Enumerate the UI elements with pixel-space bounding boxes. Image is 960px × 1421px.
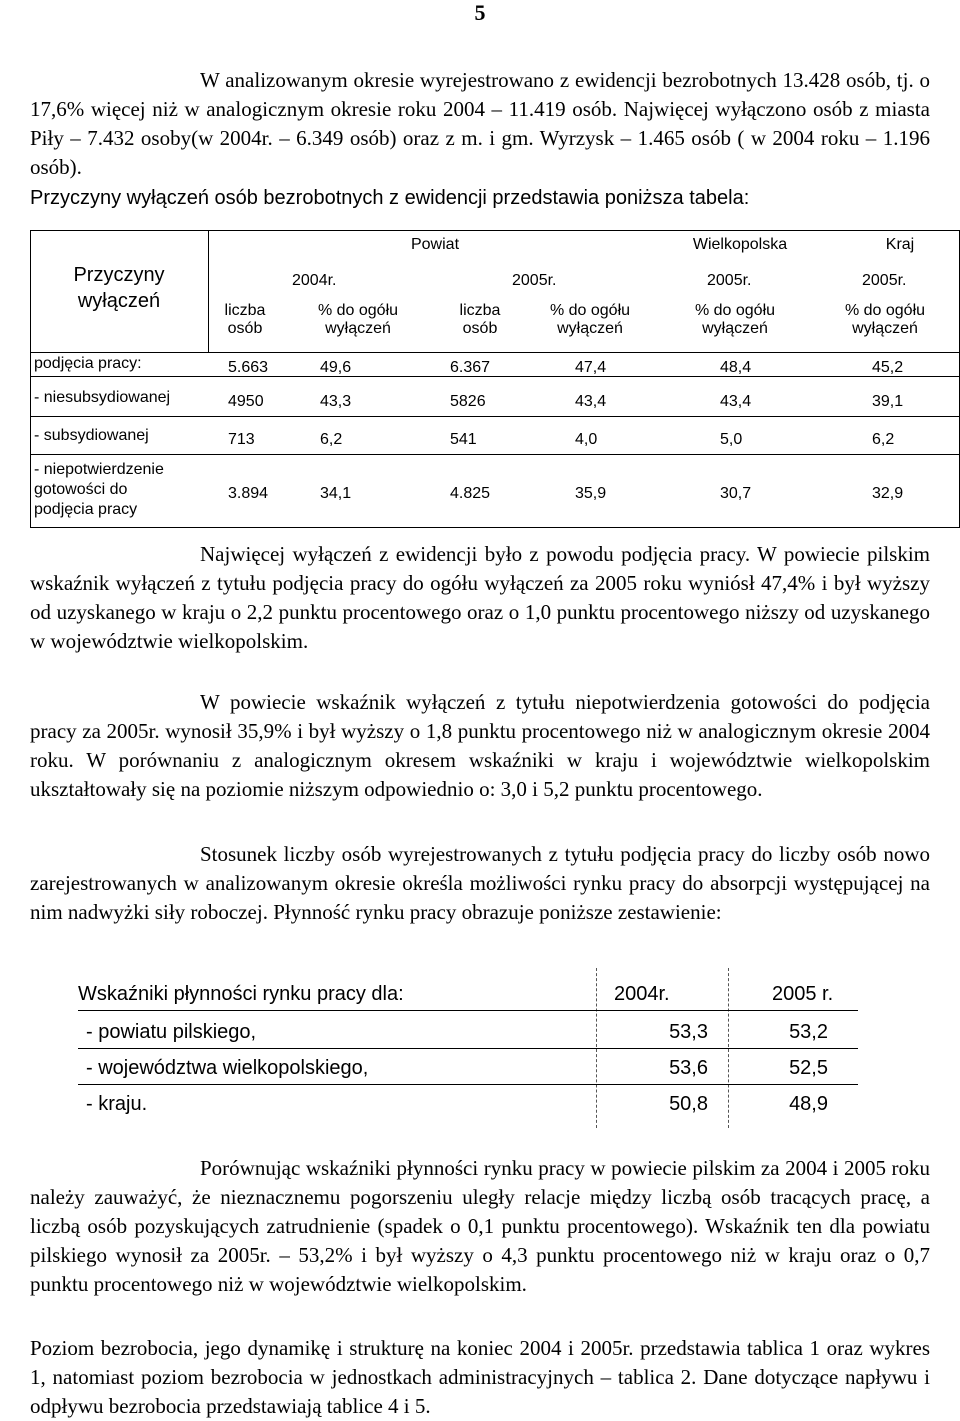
exclusion-reasons-table <box>30 230 960 528</box>
cell: 5,0 <box>720 431 743 448</box>
cell: 6,2 <box>872 431 895 448</box>
cell: 32,9 <box>872 485 904 502</box>
cell: 34,1 <box>320 485 352 502</box>
header-percent-2004: % do ogółu wyłączeń <box>317 302 399 337</box>
cell: 49,6 <box>320 359 352 376</box>
page-number: 5 <box>474 0 486 25</box>
paragraph-job-exclusions: Najwięcej wyłączeń z ewidencji było z powodu podjęcia pracy. W powiecie pilskim wskaźnik wyłączeń z tytułu podjęcia pracy do ogółu wyłączeń za 2005 roku wyniósł 47,4% i był wyższy od uzyskanego w kraju o 2,2 punktu procentowego oraz o 1,0 punktu procentowego niższy od uzyskanego w województwie wielkopolskim. <box>30 542 930 653</box>
col-2004: 2004r. <box>614 983 670 1005</box>
cell: 48,4 <box>720 359 752 376</box>
paragraph-references: Poziom bezrobocia, jego dynamikę i strukturę na koniec 2004 i 2005r. przedstawia tablica 1 oraz wykres 1, natomiast poziom bezrobocia w jednostkach administracyjnych – tablica 2. Dane dotyczące napływu i odpływu bezrobocia przedstawiają tablice 4 i 5. <box>30 1336 930 1418</box>
cell: 45,2 <box>872 359 904 376</box>
cell: 53,2 <box>789 1021 828 1043</box>
cell: 3.894 <box>228 485 269 502</box>
paragraph-comparison: Porównując wskaźniki płynności rynku pracy w powiecie pilskim za 2004 i 2005 roku należy zauważyć, że nieznacznemu pogorszeniu uległy relacje między liczbą osób tracących pracę, a liczbą osób pozyskujących zatrudnienie (spadek o 0,1 punktu procentowego). Wskaźnik ten dla powiatu pilskiego wynosił za 2005r. – 53,2% i był wyższy o 4,3 punktu procentowego niż w kraju oraz o 0,7 punktu procentowego niż w województwie wielkopolskim. <box>30 1156 930 1296</box>
labor-market-fluidity-table <box>78 968 858 1128</box>
cell: 52,5 <box>789 1057 828 1079</box>
cell: 48,9 <box>789 1093 828 1115</box>
header-percent-wlkp: % do ogółu wyłączeń <box>694 302 776 337</box>
cell: 35,9 <box>575 485 607 502</box>
cell: 4,0 <box>575 431 598 448</box>
paragraph-intro: W analizowanym okresie wyrejestrowano z ewidencji bezrobotnych 13.428 osób, tj. o 17,6% więcej niż w analogicznym okresie roku 2004 – 11.419 osób. Najwięcej wyłączono osób z miasta Piły – 7.432 osoby(w 2004r. – 6.349 osób) oraz z m. i gm. Wyrzysk – 1.465 osób ( w 2004 roku – 1.196 osób). <box>30 68 930 179</box>
cell: 5826 <box>450 393 486 410</box>
row-label-unsubsidized: - niesubsydiowanej <box>34 389 171 406</box>
header-year-2005-kraj: 2005r. <box>862 272 907 289</box>
cell: 43,4 <box>575 393 607 410</box>
header-reasons: Przyczyny wyłączeń <box>73 264 165 312</box>
paragraph-ratio: Stosunek liczby osób wyrejestrowanych z tytułu podjęcia pracy do liczby osób nowo zarejestrowanych w analizowanym okresie określa możliwości rynku pracy do absorpcji występującej na nim nadwyżki siły roboczej. Płynność rynku pracy obrazuje poniższe zestawienie: <box>30 842 930 924</box>
header-wielkopolska: Wielkopolska <box>692 236 788 253</box>
cell: 47,4 <box>575 359 607 376</box>
cell: 53,6 <box>669 1057 708 1079</box>
cell: 39,1 <box>872 393 904 410</box>
cell: 53,3 <box>669 1021 708 1043</box>
header-powiat: Powiat <box>410 236 460 253</box>
row-wojewodztwo: - województwa wielkopolskiego, <box>86 1057 369 1079</box>
row-label-unconfirmed-readiness: - niepotwierdzenie gotowości do podjęcia pracy <box>34 461 164 518</box>
cell: 6,2 <box>320 431 343 448</box>
row-kraj: - kraju. <box>86 1093 148 1115</box>
header-year-2004: 2004r. <box>292 272 337 289</box>
cell: 6.367 <box>450 359 491 376</box>
cell: 50,8 <box>669 1093 708 1115</box>
cell: 43,4 <box>720 393 752 410</box>
row-label-job: podjęcia pracy: <box>34 355 142 372</box>
row-powiat: - powiatu pilskiego, <box>86 1021 257 1043</box>
fluidity-header: Wskaźniki płynności rynku pracy dla: <box>78 983 404 1005</box>
header-percent-kraj: % do ogółu wyłączeń <box>844 302 926 337</box>
header-percent-2005: % do ogółu wyłączeń <box>549 302 631 337</box>
cell: 713 <box>228 431 255 448</box>
header-year-2005-powiat: 2005r. <box>512 272 557 289</box>
cell: 5.663 <box>228 359 269 376</box>
cell: 4950 <box>228 393 264 410</box>
col-2005: 2005 r. <box>772 983 834 1005</box>
table-intro: Przyczyny wyłączeń osób bezrobotnych z ewidencji przedstawia poniższa tabela: <box>30 187 750 209</box>
cell: 30,7 <box>720 485 752 502</box>
header-kraj: Kraj <box>885 236 915 253</box>
cell: 43,3 <box>320 393 352 410</box>
row-label-subsidized: - subsydiowanej <box>34 427 149 444</box>
paragraph-readiness: W powiecie wskaźnik wyłączeń z tytułu niepotwierdzenia gotowości do podjęcia pracy za 2005r. wynosił 35,9% i był wyższy o 1,8 punktu procentowego niż w analogicznym okresie 2004 roku. W porównaniu z analogicznym okresem wskaźniki w kraju i województwie wielkopolskim ukształtowały się na poziomie niższym odpowiednio o: 3,0 i 5,2 punktu procentowego. <box>30 690 930 801</box>
cell: 541 <box>450 431 477 448</box>
header-count-2005: liczba osób <box>459 302 501 337</box>
header-count-2004: liczba osób <box>224 302 266 337</box>
header-year-2005-wlkp: 2005r. <box>707 272 752 289</box>
cell: 4.825 <box>450 485 491 502</box>
